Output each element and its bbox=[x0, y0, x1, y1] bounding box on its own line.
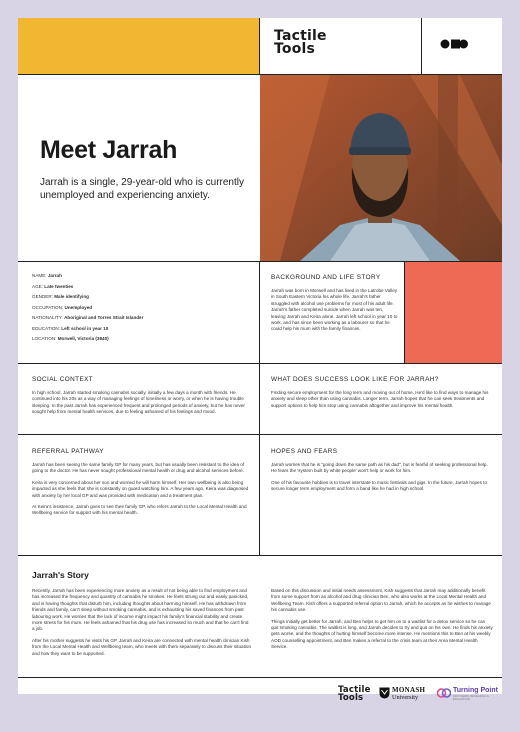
divider bbox=[18, 74, 502, 75]
story-title: Jarrah's Story bbox=[32, 570, 89, 580]
hopes-text bbox=[271, 462, 493, 498]
divider bbox=[18, 555, 502, 556]
background-text: Jarrah was born in Morwell and has lived in the Latrobe Valley in South Eastern Victoria his whole life. Jarrah's father struggled with alcohol use problems for most of his adult life. Jarrah's father completed suicide when Jarrah was ten, leaving Jarrah and Keira alone. Jarrah left school in year 10 to work, and has since been working as a labourer so that he could help his mum with the family finances. bbox=[271, 288, 398, 332]
coral-accent-block bbox=[405, 262, 502, 363]
monash-logo bbox=[392, 686, 425, 701]
portrait-image bbox=[260, 75, 502, 261]
page-title: Meet Jarrah bbox=[40, 136, 178, 164]
yellow-header-block bbox=[18, 18, 259, 74]
story-paragraph: Things initially get better for Jarrah, and Ben helps to get him on to a waitlist for a detox service so he can quit smoking cannabis. The waitlist is long, and Jarrah decides to try and quit on his own. He finds his anxiety gets worse, and the thoughts of hurting himself become more intense. He mentions this to Ben at his weekly AOD counselling appointment, and Ben makes a referral to the crisis team at their Area Mental Health Service. bbox=[271, 618, 493, 650]
footer-tactile-tools-logo bbox=[338, 686, 371, 702]
profile-education: EDUCATION: Left school in year 10 bbox=[32, 325, 109, 331]
profile-location: LOCATION: Morwell, Victoria (3840) bbox=[32, 336, 109, 341]
referral-text bbox=[32, 462, 252, 522]
referral-paragraph: At Keira's insistence, Jarrah goes to see their family GP, who refers Jarrah to the Local Mental Health and Wellbeing service for support with his mental health. bbox=[32, 504, 247, 516]
turning-point-name: Turning Point bbox=[453, 687, 498, 694]
turning-point-icon bbox=[437, 687, 451, 699]
hopes-paragraph: Jarrah worries that he is "going down the same path as his dad", but is fearful of seeking professional help. He fears the 'system built by white people' won't help or work for him. bbox=[271, 462, 488, 474]
social-title: SOCIAL CONTEXT bbox=[32, 376, 94, 383]
brand-mark-icon bbox=[440, 39, 468, 49]
monash-line1: MONASH bbox=[392, 686, 426, 694]
divider bbox=[421, 18, 422, 74]
story-left-text bbox=[32, 588, 252, 662]
hopes-title: HOPES AND FEARS bbox=[271, 448, 338, 455]
divider bbox=[18, 677, 502, 678]
story-paragraph: Recently, Jarrah has been experiencing more anxiety as a result of not being able to find employment and has increased the frequency and quantity of cannabis he smokes. He feels strung out and easily panicked, and is having thoughts that disturb him, including thoughts about harming himself. He has withdrawn from friends and family, can't sleep without smoking cannabis, and is exhausting his saved finances from past labouring work. He worries that the lack of income might impact his family's financial stability and create more stress for his mum. He feels ashamed that his drug use has increased so much and that he can't find a job. bbox=[32, 588, 249, 632]
monash-line2: University bbox=[392, 694, 419, 701]
profile-gender: GENDER: Male identifying bbox=[32, 294, 89, 299]
hopes-paragraph: One of his favourite hobbies is to travel interstate to music festivals and gigs. In the future, Jarrah hopes to secure longer term employment and form a band like he had in high school. bbox=[271, 479, 488, 492]
referral-title: REFERRAL PATHWAY bbox=[32, 448, 104, 455]
profile-list bbox=[32, 271, 252, 345]
divider bbox=[18, 434, 502, 435]
turning-point-tagline: SOUTHERN RESEARCH & EDUCATION bbox=[453, 695, 489, 701]
logo-line1: Tactile bbox=[274, 28, 327, 44]
divider bbox=[259, 261, 260, 555]
divider bbox=[18, 363, 502, 364]
story-right-text bbox=[271, 588, 493, 656]
portrait-photo bbox=[260, 75, 502, 261]
profile-nationality: NATIONALITY: Aboriginal and Torres Strait Islander bbox=[32, 315, 144, 320]
hero-subtitle: Jarrah is a single, 29-year-old who is currently unemployed and experiencing anxiety. bbox=[40, 177, 244, 201]
story-paragraph: After his mother suggests he visits his GP, Jarrah and Keira are connected with mental health clinician Kish from the Local Mental Health and Wellbeing team, who meets with them separately to discuss their situation and how they want to be supported. bbox=[32, 637, 251, 656]
referral-paragraph: Jarrah has been seeing the same family GP for many years, but has usually been resistant to the idea of going to the doctor. He has never sought professional mental health or drug and alcohol services before. bbox=[32, 462, 245, 474]
story-paragraph: Based on this discussion and initial needs assessment, Kish suggests that Jarrah may additionally benefit from some support from an alcohol and drug clinician Ben, who also works at the Local Mental Health and Wellbeing Team. Kish offers a supported referral option to Jarrah, which he accepts as he wishes to manage his cannabis use. bbox=[271, 588, 491, 613]
monash-crest-icon bbox=[379, 687, 390, 699]
footer-logo-line1: Tactile bbox=[338, 685, 371, 695]
social-text: In high school, Jarrah started smoking cannabis socially, initially a few days a month with friends. He continued into his 20s as a way of managing feelings of loneliness or worry, or when he is having trouble sleeping. In the past Jarrah has experienced frequent and prolonged periods of anxiety, but he has never sought help from mental health services, due to feeling ashamed of his feelings and mood. bbox=[32, 390, 245, 415]
persona-sheet bbox=[18, 18, 502, 704]
success-text: Finding secure employment for the long term and moving out of home. He'd like to find ways to manage his anxiety and sleep other than using cannabis. Longer term, Jarrah hopes that he can seek treatments and support options to help him stop using cannabis altogether and improve his mental health. bbox=[271, 390, 489, 408]
divider bbox=[259, 18, 260, 74]
footer-logo-line2: Tools bbox=[338, 693, 364, 704]
profile-occupation: OCCUPATION: Unemployed bbox=[32, 304, 93, 310]
tactile-tools-logo bbox=[274, 30, 327, 57]
profile-age: AGE: Late twenties bbox=[32, 283, 74, 289]
turning-point-logo bbox=[453, 687, 502, 701]
profile-name: NAME: Jarrah bbox=[32, 273, 62, 278]
success-title: WHAT DOES SUCCESS LOOK LIKE FOR JARRAH? bbox=[271, 376, 439, 383]
referral-paragraph: Keira is very concerned about her son and worried he will harm himself. Her own wellbeing is also being impacted as she feels that she is constantly on guard watching him. A few years ago, Keira was diagnosed with anxiety by her local GP and was provided with medication and a treatment plan. bbox=[32, 479, 249, 498]
background-title: BACKGROUND AND LIFE STORY bbox=[271, 274, 381, 281]
logo-line2: Tools bbox=[274, 41, 316, 58]
